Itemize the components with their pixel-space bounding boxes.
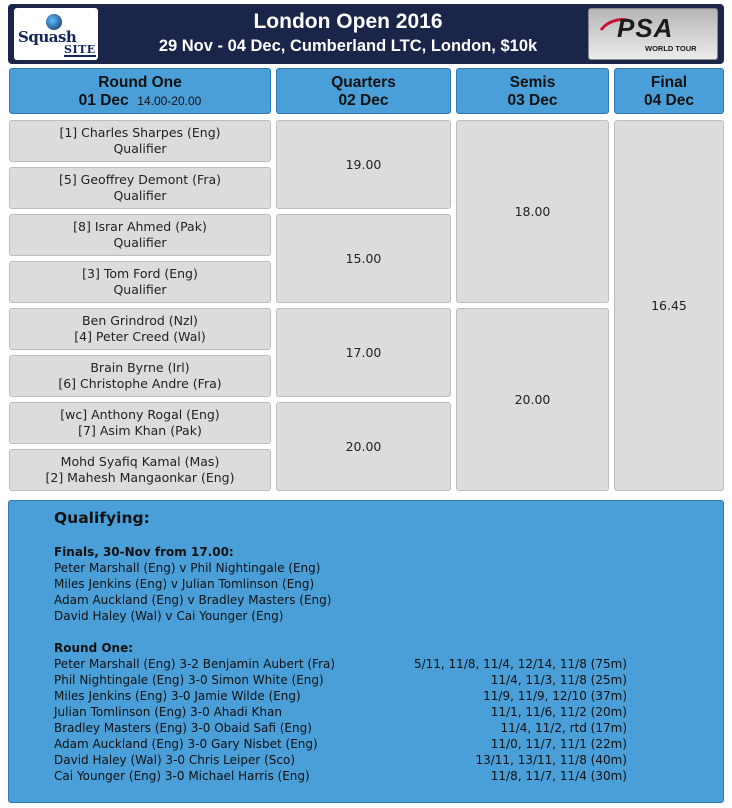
semi-final-slot: 18.00 — [456, 120, 609, 303]
page-subtitle: 29 Nov - 04 Dec, Cumberland LTC, London, $10k — [158, 37, 538, 55]
list-item: Peter Marshall (Eng) v Phil Nightingale (Eng) — [54, 561, 321, 575]
result-score: 11/4, 11/3, 11/8 (25m) — [490, 673, 627, 687]
result-score: 13/11, 13/11, 11/8 (40m) — [475, 753, 627, 767]
list-item: Miles Jenkins (Eng) v Julian Tomlinson (Eng) — [54, 577, 315, 591]
round-one-match: Brain Byrne (Irl) [6] Christophe Andre (Fra) — [9, 355, 271, 397]
result-score: 11/4, 11/2, rtd (17m) — [500, 721, 627, 735]
header-semis: Semis 03 Dec — [456, 68, 609, 114]
psa-world-tour-logo[interactable]: PSA WORLD TOUR — [588, 8, 718, 60]
quarter-final-slot: 17.00 — [276, 308, 451, 397]
quarter-final-slot: 15.00 — [276, 214, 451, 303]
result-score: 11/0, 11/7, 11/1 (22m) — [490, 737, 627, 751]
result-score: 5/11, 11/8, 11/4, 12/14, 11/8 (75m) — [413, 657, 627, 671]
list-item: Adam Auckland (Eng) v Bradley Masters (Eng) — [54, 593, 332, 607]
result-match: Phil Nightingale (Eng) 3-0 Simon White (Eng) — [54, 673, 324, 687]
round-one-match: [8] Israr Ahmed (Pak) Qualifier — [9, 214, 271, 256]
final-slot: 16.45 — [614, 120, 724, 491]
result-match: Adam Auckland (Eng) 3-0 Gary Nisbet (Eng) — [54, 737, 318, 751]
quarter-final-slot: 20.00 — [276, 402, 451, 491]
result-match: David Haley (Wal) 3-0 Chris Leiper (Sco) — [54, 753, 296, 767]
result-match: Peter Marshall (Eng) 3-2 Benjamin Aubert (Fra) — [54, 657, 336, 671]
round-one-match: [wc] Anthony Rogal (Eng) [7] Asim Khan (Pak) — [9, 402, 271, 444]
round-one-match: [3] Tom Ford (Eng) Qualifier — [9, 261, 271, 303]
squashsite-logo[interactable]: Squash SITE — [14, 8, 98, 60]
qualifying-panel — [8, 500, 724, 803]
round-one-match: Ben Grindrod (Nzl) [4] Peter Creed (Wal) — [9, 308, 271, 350]
round-one-match: [5] Geoffrey Demont (Fra) Qualifier — [9, 167, 271, 209]
list-item: David Haley (Wal) v Cai Younger (Eng) — [54, 609, 284, 623]
quarter-final-slot: 19.00 — [276, 120, 451, 209]
result-score: 11/9, 11/9, 12/10 (37m) — [483, 689, 627, 703]
header-banner — [8, 4, 724, 64]
result-score: 11/8, 11/7, 11/4 (30m) — [490, 769, 627, 783]
result-match: Bradley Masters (Eng) 3-0 Obaid Safi (Eng) — [54, 721, 312, 735]
header-quarters: Quarters 02 Dec — [276, 68, 451, 114]
result-match: Miles Jenkins (Eng) 3-0 Jamie Wilde (Eng) — [54, 689, 301, 703]
round-one-match: Mohd Syafiq Kamal (Mas) [2] Mahesh Mangaonkar (Eng) — [9, 449, 271, 491]
result-match: Cai Younger (Eng) 3-0 Michael Harris (Eng) — [54, 769, 310, 783]
page-title: London Open 2016 — [253, 10, 443, 33]
header-round-one: Round One 01 Dec 14.00-20.00 — [9, 68, 271, 114]
header-final: Final 04 Dec — [614, 68, 724, 114]
result-match: Julian Tomlinson (Eng) 3-0 Ahadi Khan — [54, 705, 282, 719]
qualifying-finals-title: Finals, 30-Nov from 17.00: — [54, 545, 234, 559]
qualifying-title: Qualifying: — [54, 509, 150, 527]
qualifying-round-one-title: Round One: — [54, 641, 134, 655]
semi-final-slot: 20.00 — [456, 308, 609, 491]
round-one-match: [1] Charles Sharpes (Eng) Qualifier — [9, 120, 271, 162]
result-score: 11/1, 11/6, 11/2 (20m) — [490, 705, 627, 719]
